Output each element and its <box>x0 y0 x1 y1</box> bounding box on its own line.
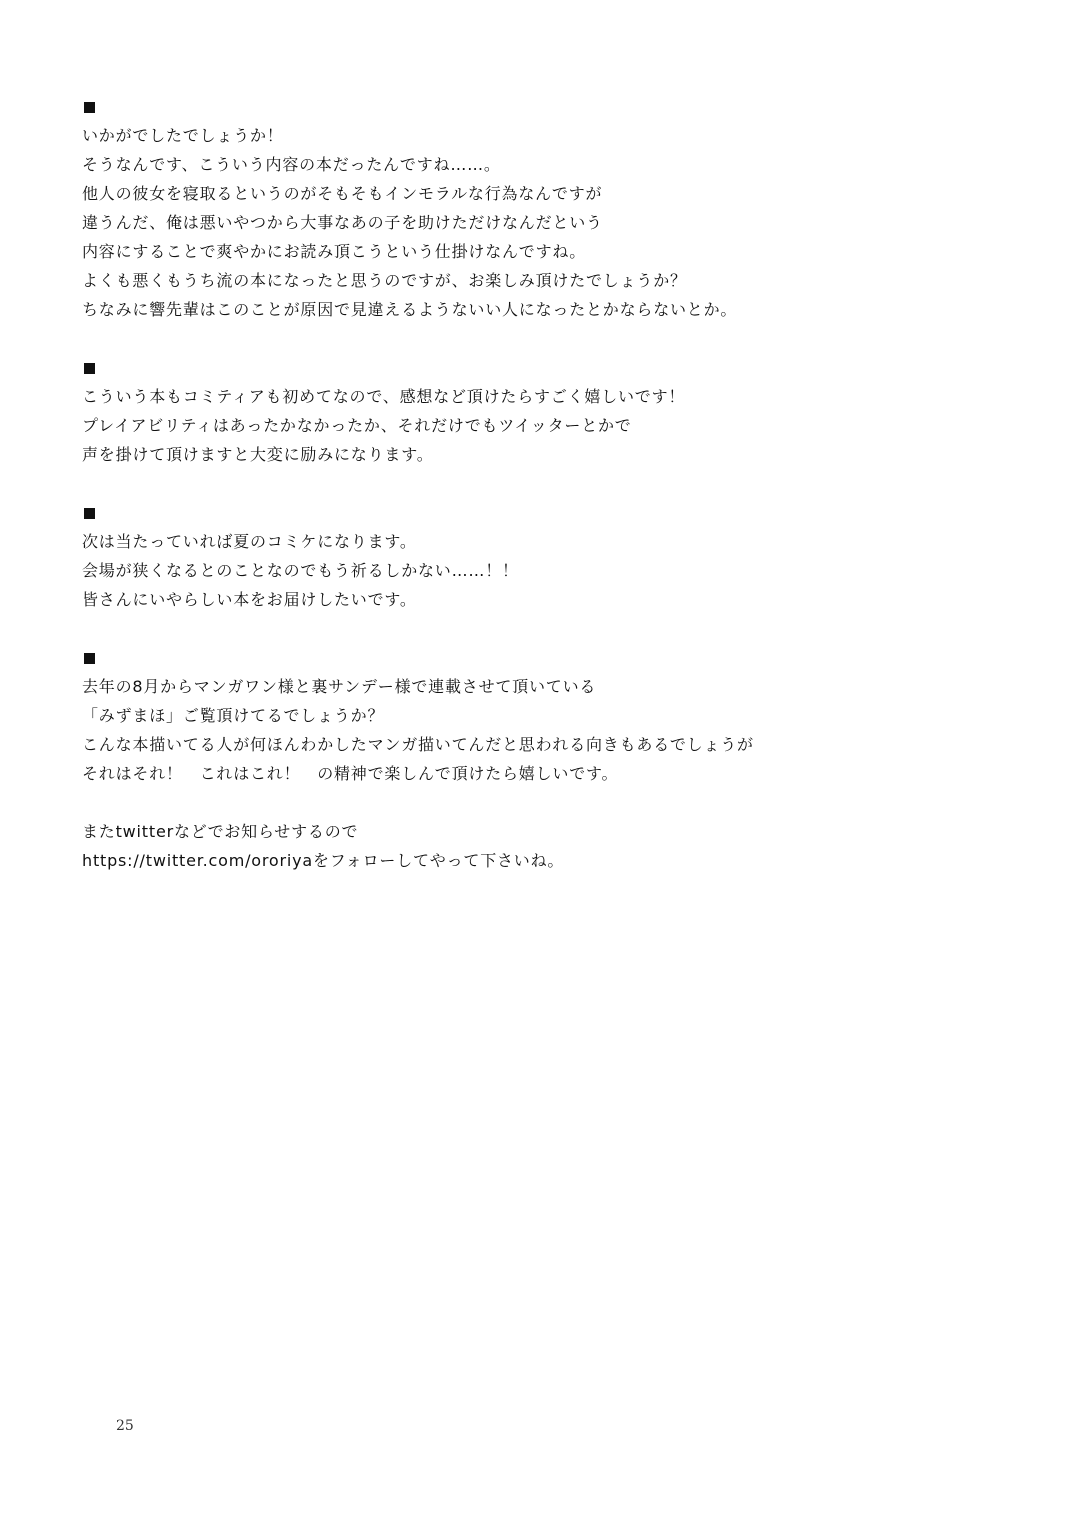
text-line: 次は当たっていれば夏のコミケになります。 <box>82 532 417 551</box>
text-line: プレイアビリティはあったかなかったか、それだけでもツイッターとかで <box>82 416 632 435</box>
paragraph-gap <box>82 788 982 817</box>
section-marker <box>82 643 982 672</box>
text-line: 声を掛けて頂けますと大変に励みになります。 <box>82 445 434 464</box>
text-line: いかがでしたでしょうか！ <box>82 126 284 145</box>
twitter-link-line: https://twitter.com/ororiyaをフォローしてやって下さいね。 <box>82 851 565 870</box>
square-bullet-icon <box>84 508 95 519</box>
text-line: こんな本描いてる人が何ほんわかしたマンガ描いてんだと思われる向きもあるでしょうが <box>82 735 754 754</box>
text-line: 去年の8月からマンガワン様と裏サンデー様で連載させて頂いている <box>82 677 597 696</box>
section-gap <box>82 614 982 643</box>
section-marker <box>82 353 982 382</box>
section-2 <box>82 353 982 469</box>
text-line: 内容にすることで爽やかにお読み頂こうという仕掛けなんですね。 <box>82 242 587 261</box>
afterword-text <box>82 92 982 875</box>
text-line: ちなみに響先輩はこのことが原因で見違えるようないい人になったとかならないとか。 <box>82 300 738 319</box>
square-bullet-icon <box>84 363 95 374</box>
text-line: よくも悪くもうち流の本になったと思うのですが、お楽しみ頂けたでしょうか？ <box>82 271 687 290</box>
text-line: そうなんです、こういう内容の本だったんですね……。 <box>82 155 501 174</box>
section-4 <box>82 643 982 875</box>
section-3 <box>82 498 982 614</box>
section-1 <box>82 92 982 324</box>
section-marker <box>82 92 982 121</box>
section-gap <box>82 469 982 498</box>
text-line: 皆さんにいやらしい本をお届けしたいです。 <box>82 590 417 609</box>
square-bullet-icon <box>84 653 95 664</box>
section-marker <box>82 498 982 527</box>
square-bullet-icon <box>84 102 95 113</box>
text-line: 他人の彼女を寝取るというのがそもそもインモラルな行為なんですが <box>82 184 603 203</box>
text-line: 会場が狭くなるとのことなのでもう祈るしかない……！！ <box>82 561 519 580</box>
text-line: またtwitterなどでお知らせするので <box>82 822 359 841</box>
text-line: それはそれ！ これはこれ！ の精神で楽しんで頂けたら嬉しいです。 <box>82 764 619 783</box>
section-gap <box>82 324 982 353</box>
page-number: 25 <box>116 1418 134 1434</box>
text-line: こういう本もコミティアも初めてなので、感想など頂けたらすごく嬉しいです！ <box>82 387 686 406</box>
text-line: 違うんだ、俺は悪いやつから大事なあの子を助けただけなんだという <box>82 213 603 232</box>
text-line: 「みずまほ」ご覧頂けてるでしょうか？ <box>82 706 385 725</box>
